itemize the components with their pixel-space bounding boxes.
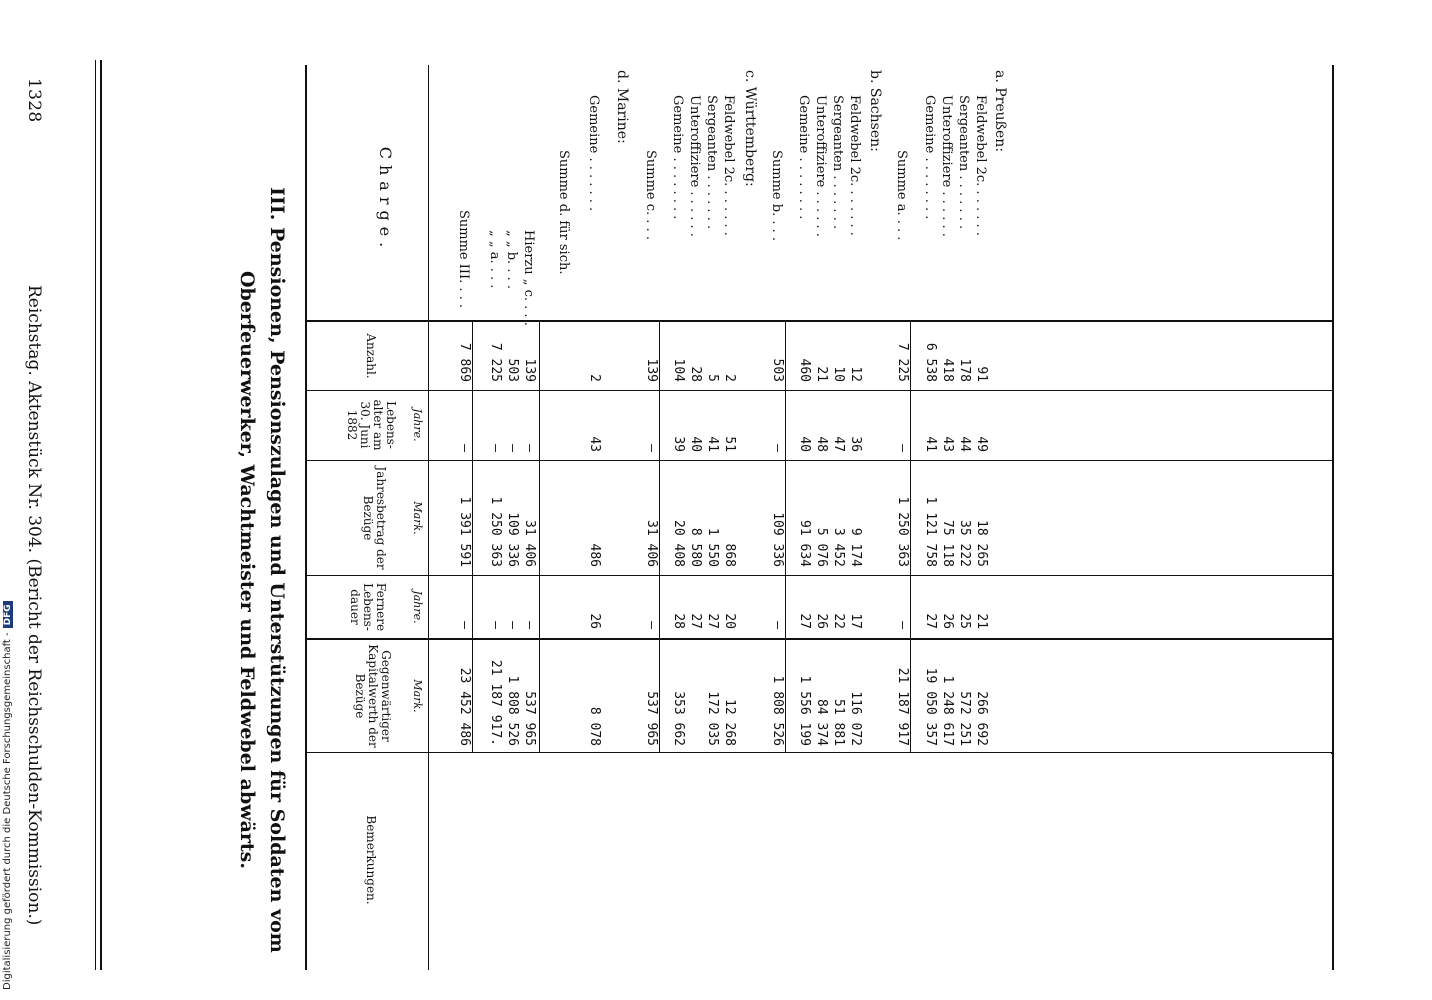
col-header-bemerkungen: Bemerkungen. [364, 815, 378, 905]
cell-kapital-asum: 21 187 917 [895, 667, 910, 746]
cell-anzahl-c4: 104 [671, 358, 686, 382]
col-header-jahresbetrag: Jahresbetrag der Bezüge [361, 466, 388, 570]
subtotal-rule-h [472, 322, 473, 752]
cell-alter-c3: 40 [688, 436, 703, 452]
col-header-charge: Charge. [376, 146, 395, 254]
row-label-h1: Hierzu „ c. . . . [521, 230, 536, 326]
cell-dauer-c1: 20 [722, 613, 737, 629]
digitization-footer [2, 600, 13, 990]
cell-betrag-a2: 35 222 [957, 520, 972, 567]
cell-betrag-h1: 31 406 [522, 520, 537, 567]
footer-text: Digitalisierung gefördert durch die Deutsche Forschungsgemeinschaft - [2, 632, 13, 990]
cell-kapital-h3: 21 187 917. [488, 659, 503, 746]
cell-betrag-c3: 8 580 [688, 527, 703, 567]
row-label-c2: Sergeanten . . . . . . . [704, 95, 719, 230]
row-label-h3: „ „ a. . . . [487, 230, 502, 289]
header-bottom-rule [428, 65, 429, 970]
cell-anzahl-h2: 503 [505, 358, 520, 382]
cell-kapital-b1: 116 072 [848, 691, 863, 746]
row-label-total: Summe III. . . . [456, 210, 471, 309]
cell-anzahl-bsum: 503 [770, 358, 785, 382]
row-label-b2: Sergeanten . . . . . . . [830, 95, 845, 230]
unit-kapitalwerth: Mark. [411, 679, 424, 713]
cell-dauer-asum: — [895, 621, 910, 629]
cell-alter-h2: — [505, 444, 520, 452]
cell-anzahl-d1: 2 [587, 374, 602, 382]
row-label-d1: Gemeine . . . . . . . [586, 95, 601, 212]
unit-jahresbetrag: Mark. [411, 501, 424, 535]
cell-alter-d1: 43 [587, 436, 602, 452]
cell-kapital-total: 23 452 486 [457, 667, 472, 746]
cell-kapital-b4: 1 556 199 [797, 675, 812, 746]
cell-alter-a1: 49 [974, 436, 989, 452]
cell-anzahl-b1: 12 [848, 366, 863, 382]
row-label-h2: „ „ b. . . . [504, 230, 519, 289]
cell-betrag-d1: 486 [587, 543, 602, 567]
cell-alter-c2: 41 [705, 436, 720, 452]
section-heading-a: a. Preußen: [992, 70, 1008, 153]
cell-betrag-a1: 18 265 [974, 520, 989, 567]
cell-alter-asum: — [895, 444, 910, 452]
cell-betrag-a3: 75 118 [940, 520, 955, 567]
row-label-b1: Feldwebel 2c. . . . . . . [847, 95, 862, 236]
cell-betrag-total: 1 391 591 [457, 496, 472, 567]
cell-kapital-c1: 12 268 [722, 699, 737, 746]
cell-kapital-d1: 8 078 [587, 706, 602, 746]
row-label-a3: Unteroffiziere . . . . . . [939, 95, 954, 237]
cell-anzahl-a4: 6 538 [923, 342, 938, 382]
row-label-a4: Gemeine . . . . . . . . [922, 95, 937, 220]
cell-alter-a4: 41 [923, 436, 938, 452]
row-label-c3: Unteroffiziere . . . . . . [687, 95, 702, 237]
cell-anzahl-b3: 21 [814, 366, 829, 382]
cell-dauer-d1: 26 [587, 613, 602, 629]
cell-alter-bsum: — [770, 444, 785, 452]
cell-kapital-bsum: 1 808 526 [770, 675, 785, 746]
row-label-c1: Feldwebel 2c. . . . . . . [721, 95, 736, 236]
cell-dauer-a3: 26 [940, 613, 955, 629]
cell-alter-b3: 48 [814, 436, 829, 452]
row-label-asum: Summe a. . . . [894, 150, 909, 241]
cell-anzahl-h3: 7 225 [488, 342, 503, 382]
row-label-bsum: Summe b. . . . [769, 150, 784, 242]
subtotal-rule-c [659, 322, 660, 752]
cell-betrag-bsum: 109 336 [770, 512, 785, 567]
col-header-alter: Lebens- alter am 30. Juni 1882 [345, 399, 398, 451]
cell-dauer-total: — [457, 621, 472, 629]
cell-dauer-b3: 26 [814, 613, 829, 629]
cell-kapital-b3: 84 374 [814, 699, 829, 746]
col-sep-6 [307, 752, 1332, 753]
cell-dauer-b2: 22 [831, 613, 846, 629]
cell-anzahl-c2: 5 [705, 374, 720, 382]
cell-dauer-h1: — [522, 621, 537, 629]
row-label-dsum: Summe d. für sich. [556, 150, 571, 275]
unit-alter: Jahre. [411, 408, 424, 442]
cell-betrag-b2: 3 452 [831, 527, 846, 567]
cell-kapital-a3: 1 248 617 [940, 675, 955, 746]
section-heading-b: b. Sachsen: [867, 70, 883, 152]
col-sep-2 [307, 390, 1332, 391]
cell-alter-h1: — [522, 444, 537, 452]
cell-dauer-bsum: — [770, 621, 785, 629]
col-sep-3 [307, 460, 1332, 461]
col-header-anzahl: Anzahl. [364, 333, 378, 379]
cell-dauer-csum: — [644, 621, 659, 629]
cell-betrag-c1: 868 [722, 543, 737, 567]
row-label-a1: Feldwebel 2c. . . . . . . [973, 95, 988, 236]
cell-alter-total: — [457, 444, 472, 452]
cell-betrag-b3: 5 076 [814, 527, 829, 567]
col-header-kapitalwerth: Gegenwärtiger Kapitalwerth der Bezüge [353, 644, 393, 748]
page-number: 1328 [24, 78, 44, 123]
row-label-csum: Summe c. . . . [643, 150, 658, 240]
cell-alter-b4: 40 [797, 436, 812, 452]
subtotal-rule-b [785, 322, 786, 752]
cell-kapital-b2: 51 881 [831, 699, 846, 746]
cell-anzahl-h1: 139 [522, 358, 537, 382]
cell-betrag-h2: 109 336 [505, 512, 520, 567]
subtotal-rule-a [910, 322, 911, 752]
cell-alter-a2: 44 [957, 436, 972, 452]
cell-dauer-c4: 28 [671, 613, 686, 629]
cell-alter-b2: 47 [831, 436, 846, 452]
row-label-c4: Gemeine . . . . . . . . [670, 95, 685, 220]
cell-kapital-c4: 353 662 [671, 691, 686, 746]
cell-anzahl-b4: 460 [797, 358, 812, 382]
cell-kapital-a2: 572 251 [957, 691, 972, 746]
unit-lebensdauer: Jahre. [411, 590, 424, 624]
cell-anzahl-csum: 139 [644, 358, 659, 382]
row-label-b3: Unteroffiziere . . . . . . [813, 95, 828, 237]
cell-alter-h3: — [488, 444, 503, 452]
cell-alter-b1: 36 [848, 436, 863, 452]
table-top-rule [305, 65, 307, 970]
cell-dauer-a2: 25 [957, 613, 972, 629]
cell-betrag-h3: 1 250 363 [488, 496, 503, 567]
col-sep-4 [307, 575, 1332, 576]
cell-dauer-h2: — [505, 621, 520, 629]
cell-dauer-b1: 17 [848, 613, 863, 629]
cell-dauer-h3: — [488, 621, 503, 629]
cell-betrag-c2: 1 550 [705, 527, 720, 567]
cell-kapital-h1: 537 965 [522, 691, 537, 746]
cell-anzahl-b2: 10 [831, 366, 846, 382]
cell-dauer-a4: 27 [923, 613, 938, 629]
cell-dauer-c2: 27 [705, 613, 720, 629]
cell-alter-csum: — [644, 444, 659, 452]
top-rule-thin [95, 60, 96, 970]
cell-betrag-asum: 1 250 363 [895, 496, 910, 567]
cell-kapital-c2: 172 035 [705, 691, 720, 746]
cell-anzahl-c1: 2 [722, 374, 737, 382]
cell-dauer-c3: 27 [688, 613, 703, 629]
running-head: Reichstag. Aktenstück Nr. 304. (Bericht der Reichsschulden-Kommission.) [24, 285, 44, 926]
cell-anzahl-total: 7 869 [457, 342, 472, 382]
cell-betrag-csum: 31 406 [644, 520, 659, 567]
cell-betrag-a4: 1 121 758 [923, 496, 938, 567]
row-label-b4: Gemeine . . . . . . . . [796, 95, 811, 220]
subtotal-rule-d [539, 322, 540, 752]
cell-betrag-c4: 20 408 [671, 520, 686, 567]
cell-kapital-a4: 19 050 357 [923, 667, 938, 746]
cell-anzahl-a1: 91 [974, 366, 989, 382]
cell-dauer-b4: 27 [797, 613, 812, 629]
cell-kapital-a1: 266 692 [974, 691, 989, 746]
cell-anzahl-asum: 7 225 [895, 342, 910, 382]
table-bottom-rule [1332, 65, 1334, 970]
cell-anzahl-c3: 28 [688, 366, 703, 382]
dfg-logo: DFG [3, 601, 13, 628]
table-title: III. Pensionen, Pensionszulagen und Unterstützungen für Soldaten vom Oberfeuerwerker, Wachtmeister und Feldwebel abwärts. [236, 187, 288, 953]
cell-alter-a3: 43 [940, 436, 955, 452]
cell-kapital-csum: 537 965 [644, 691, 659, 746]
col-sep-5 [307, 638, 1332, 640]
cell-alter-c1: 51 [722, 436, 737, 452]
section-heading-d: d. Marine: [614, 70, 630, 144]
section-heading-c: c. Württemberg: [742, 70, 758, 187]
cell-kapital-h2: 1 808 526 [505, 675, 520, 746]
cell-alter-c4: 39 [671, 436, 686, 452]
cell-betrag-b4: 91 634 [797, 520, 812, 567]
cell-anzahl-a2: 178 [957, 358, 972, 382]
cell-anzahl-a3: 418 [940, 358, 955, 382]
cell-betrag-b1: 9 174 [848, 527, 863, 567]
row-label-a2: Sergeanten . . . . . . . [956, 95, 971, 230]
col-header-lebensdauer: Fernere Lebens- dauer [348, 582, 388, 632]
top-rule [100, 60, 102, 970]
cell-dauer-a1: 21 [974, 613, 989, 629]
